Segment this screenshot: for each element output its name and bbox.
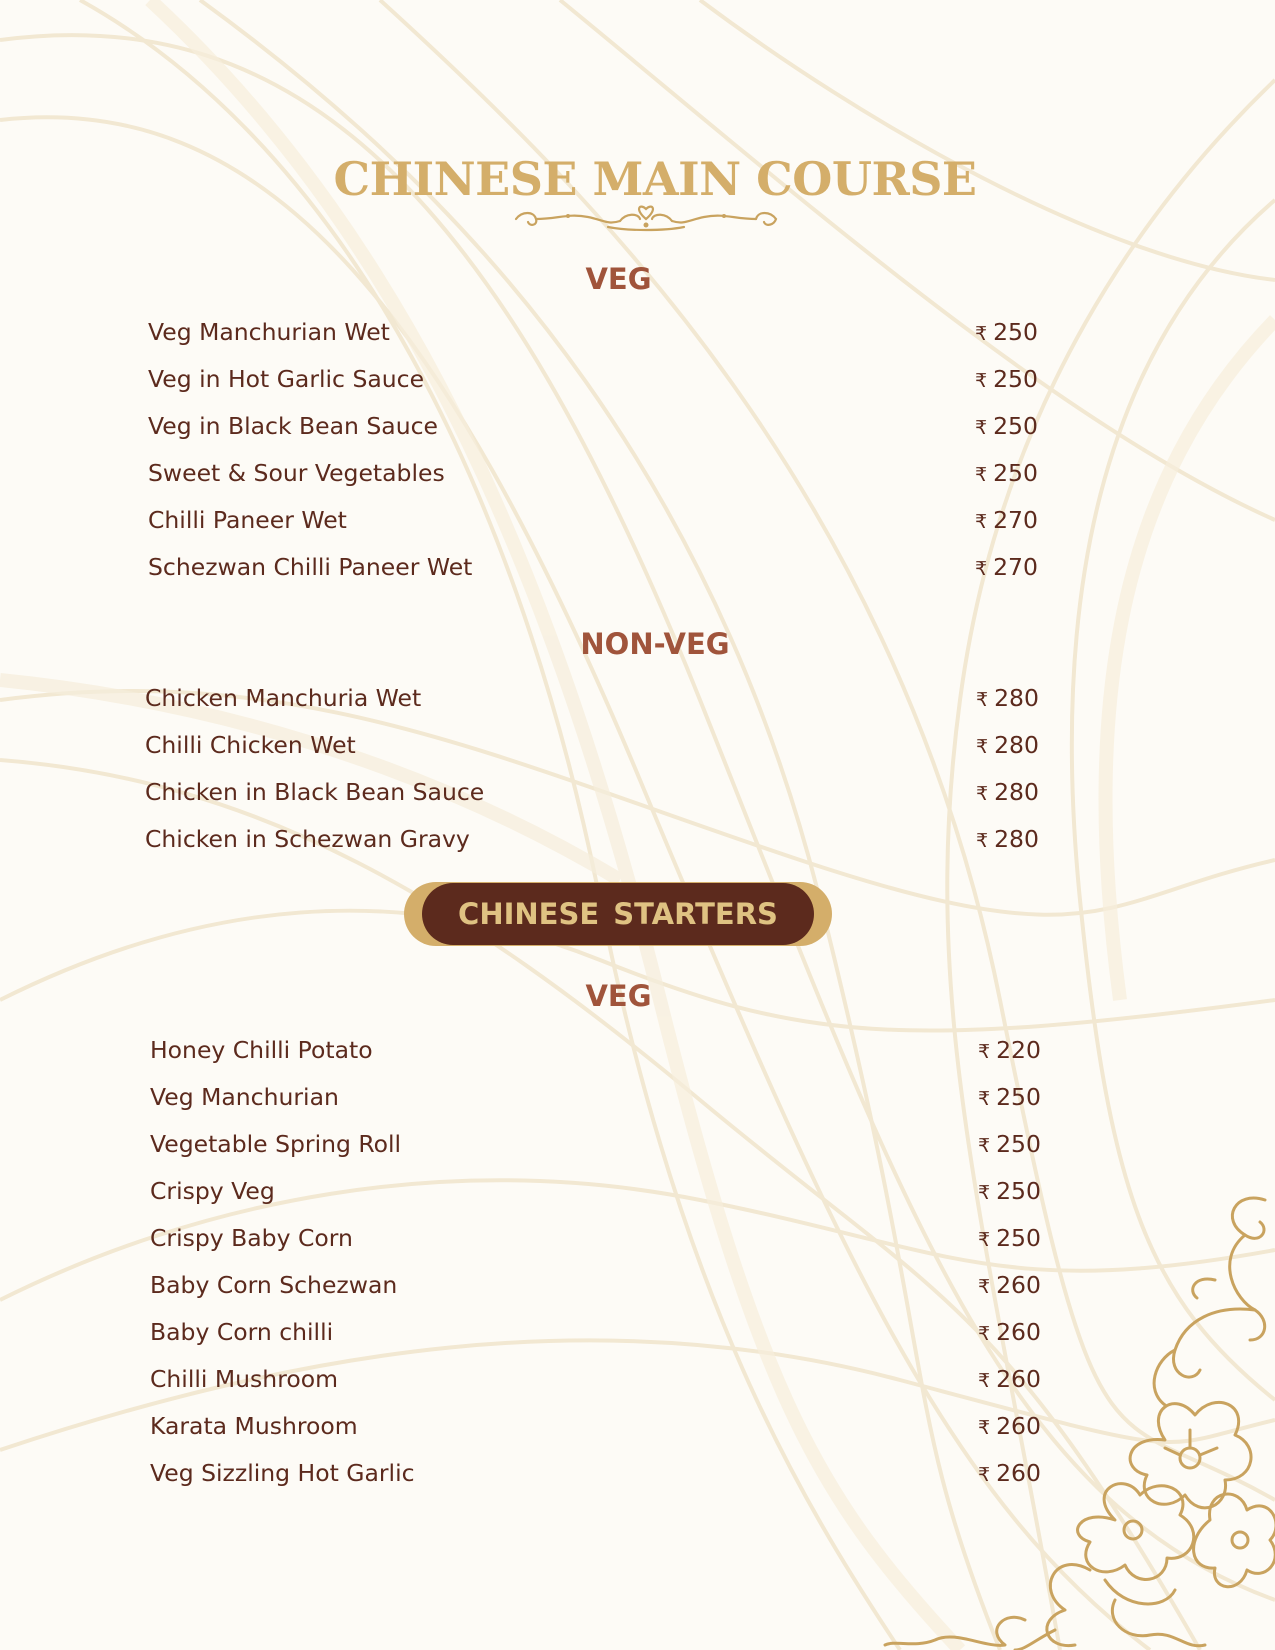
price (975, 544, 1038, 591)
rupee-icon: ₹ (976, 736, 989, 758)
rupee-icon: ₹ (978, 1135, 991, 1157)
list-item: Chicken Manchuria Wet (145, 684, 422, 712)
price-value: 260 (996, 1318, 1041, 1346)
price-value: 250 (996, 1224, 1041, 1252)
rupee-icon: ₹ (975, 323, 988, 345)
rupee-icon: ₹ (978, 1370, 991, 1392)
price-value: 250 (993, 318, 1038, 346)
price (976, 816, 1039, 863)
rupee-icon: ₹ (978, 1229, 991, 1251)
price-value: 280 (994, 778, 1039, 806)
price (978, 1121, 1041, 1168)
rupee-icon: ₹ (978, 1464, 991, 1486)
list-item: Chicken in Black Bean Sauce (145, 778, 485, 806)
price (975, 450, 1038, 497)
price-value: 270 (993, 506, 1038, 534)
list-item: Veg Sizzling Hot Garlic (150, 1459, 415, 1487)
list-item: Crispy Veg (150, 1177, 275, 1205)
rupee-icon: ₹ (975, 417, 988, 439)
list-item: Crispy Baby Corn (150, 1224, 353, 1252)
price-value: 250 (993, 412, 1038, 440)
rupee-icon: ₹ (978, 1417, 991, 1439)
list-item: Veg in Hot Garlic Sauce (148, 365, 425, 393)
price-value: 250 (996, 1083, 1041, 1111)
main-veg-heading: VEG (585, 262, 652, 296)
price (978, 1027, 1041, 1074)
list-item: Schezwan Chilli Paneer Wet (148, 553, 473, 581)
list-item: Honey Chilli Potato (150, 1036, 373, 1064)
price (975, 309, 1038, 356)
rupee-icon: ₹ (978, 1088, 991, 1110)
rupee-icon: ₹ (978, 1182, 991, 1204)
price-value: 250 (993, 459, 1038, 487)
price-value: 260 (996, 1412, 1041, 1440)
rupee-icon: ₹ (975, 464, 988, 486)
price-value: 250 (996, 1130, 1041, 1158)
rupee-icon: ₹ (976, 689, 989, 711)
main-nonveg-heading: NON-VEG (580, 627, 730, 661)
list-item: Vegetable Spring Roll (150, 1130, 402, 1158)
rupee-icon: ₹ (976, 783, 989, 805)
price-value: 280 (994, 684, 1039, 712)
price (976, 722, 1039, 769)
price-value: 250 (996, 1177, 1041, 1205)
rupee-icon: ₹ (978, 1323, 991, 1345)
price-value: 260 (996, 1459, 1041, 1487)
list-item: Veg in Black Bean Sauce (148, 412, 438, 440)
price-value: 260 (996, 1271, 1041, 1299)
price (975, 497, 1038, 544)
starters-veg-heading: VEG (585, 979, 652, 1013)
rupee-icon: ₹ (975, 511, 988, 533)
rupee-icon: ₹ (978, 1041, 991, 1063)
page-title: CHINESE MAIN COURSE (333, 152, 977, 206)
price-value: 280 (994, 731, 1039, 759)
rupee-icon: ₹ (975, 370, 988, 392)
floral-corner-icon (875, 1190, 1275, 1650)
price-value: 260 (996, 1365, 1041, 1393)
list-item: Baby Corn Schezwan (150, 1271, 398, 1299)
price-value: 220 (996, 1036, 1041, 1064)
list-item: Veg Manchurian Wet (148, 318, 390, 346)
list-item: Veg Manchurian (150, 1083, 339, 1111)
list-item: Chicken in Schezwan Gravy (145, 825, 470, 853)
price (975, 403, 1038, 450)
price (976, 769, 1039, 816)
price-value: 250 (993, 365, 1038, 393)
rupee-icon: ₹ (976, 830, 989, 852)
list-item: Baby Corn chilli (150, 1318, 334, 1346)
starters-banner-title: CHINESE STARTERS (458, 897, 778, 931)
rupee-icon: ₹ (978, 1276, 991, 1298)
price (976, 675, 1039, 722)
ornamental-divider-icon (508, 203, 784, 235)
price (975, 356, 1038, 403)
price (978, 1074, 1041, 1121)
price-value: 280 (994, 825, 1039, 853)
list-item: Chilli Mushroom (150, 1365, 338, 1393)
list-item: Chilli Chicken Wet (145, 731, 356, 759)
price-value: 270 (993, 553, 1038, 581)
list-item: Chilli Paneer Wet (148, 506, 347, 534)
list-item: Karata Mushroom (150, 1412, 358, 1440)
list-item: Sweet & Sour Vegetables (148, 459, 445, 487)
rupee-icon: ₹ (975, 558, 988, 580)
